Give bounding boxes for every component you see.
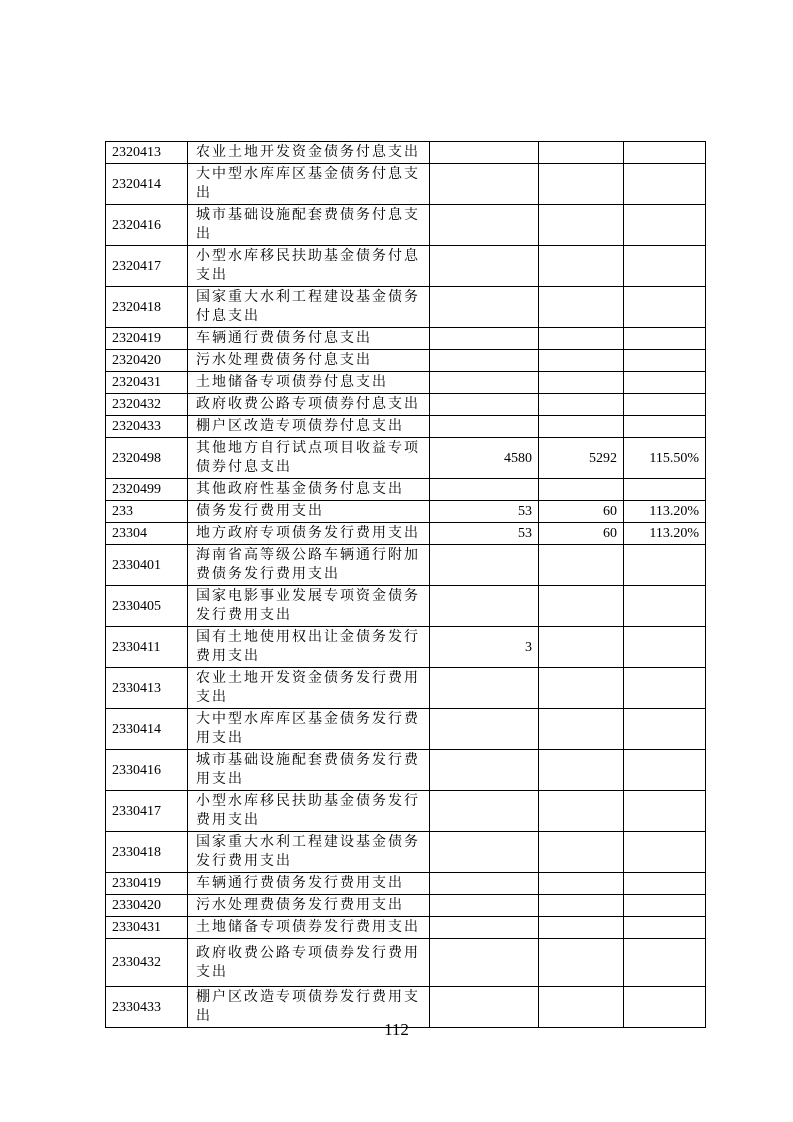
table-row <box>106 416 706 438</box>
row-value-1 <box>430 416 539 438</box>
row-name: 土地储备专项债券付息支出 <box>188 372 430 394</box>
row-value-3 <box>624 479 706 501</box>
row-name: 小型水库移民扶助基金债务付息支出 <box>188 246 430 287</box>
table-row <box>106 350 706 372</box>
table-row <box>106 394 706 416</box>
row-code: 2330418 <box>106 832 188 873</box>
row-code: 2330413 <box>106 668 188 709</box>
row-value-2 <box>539 328 624 350</box>
row-name: 车辆通行费债务发行费用支出 <box>188 873 430 895</box>
row-value-2: 60 <box>539 523 624 545</box>
row-value-2 <box>539 287 624 328</box>
row-value-1 <box>430 832 539 873</box>
row-name: 棚户区改造专项债券发行费用支出 <box>188 987 430 1028</box>
row-name: 政府收费公路专项债券付息支出 <box>188 394 430 416</box>
row-code: 2330416 <box>106 750 188 791</box>
row-name: 海南省高等级公路车辆通行附加费债务发行费用支出 <box>188 545 430 586</box>
table-row <box>106 438 706 479</box>
row-value-2 <box>539 205 624 246</box>
row-value-1 <box>430 205 539 246</box>
table-row <box>106 627 706 668</box>
row-code: 233 <box>106 501 188 523</box>
row-name: 国家重大水利工程建设基金债务付息支出 <box>188 287 430 328</box>
row-code: 2330405 <box>106 586 188 627</box>
row-code: 2320417 <box>106 246 188 287</box>
row-value-2 <box>539 791 624 832</box>
page-number: 112 <box>384 1020 409 1039</box>
row-value-3 <box>624 287 706 328</box>
row-value-3 <box>624 328 706 350</box>
row-name: 棚户区改造专项债券付息支出 <box>188 416 430 438</box>
row-value-2 <box>539 142 624 164</box>
row-value-3 <box>624 586 706 627</box>
row-name: 小型水库移民扶助基金债务发行费用支出 <box>188 791 430 832</box>
row-code: 2320431 <box>106 372 188 394</box>
row-code: 2320413 <box>106 142 188 164</box>
table-row <box>106 205 706 246</box>
row-value-1: 53 <box>430 523 539 545</box>
row-name: 国家电影事业发展专项资金债务发行费用支出 <box>188 586 430 627</box>
row-value-1 <box>430 372 539 394</box>
row-value-2 <box>539 545 624 586</box>
row-name: 农业土地开发资金债务付息支出 <box>188 142 430 164</box>
row-code: 2330420 <box>106 895 188 917</box>
row-value-2 <box>539 372 624 394</box>
row-value-3 <box>624 873 706 895</box>
table-row <box>106 917 706 939</box>
row-value-2 <box>539 416 624 438</box>
table-row <box>106 791 706 832</box>
row-value-2 <box>539 917 624 939</box>
row-code: 2330419 <box>106 873 188 895</box>
row-value-1: 3 <box>430 627 539 668</box>
table-row <box>106 246 706 287</box>
row-name: 债务发行费用支出 <box>188 501 430 523</box>
row-value-1 <box>430 328 539 350</box>
table-row <box>106 164 706 205</box>
row-value-1 <box>430 939 539 987</box>
row-value-1 <box>430 142 539 164</box>
row-value-2 <box>539 895 624 917</box>
row-value-3: 115.50% <box>624 438 706 479</box>
row-value-2 <box>539 479 624 501</box>
row-code: 2330432 <box>106 939 188 987</box>
row-value-2 <box>539 246 624 287</box>
row-code: 2320419 <box>106 328 188 350</box>
table-row <box>106 895 706 917</box>
row-name: 政府收费公路专项债券发行费用支出 <box>188 939 430 987</box>
row-value-1: 53 <box>430 501 539 523</box>
table-row <box>106 523 706 545</box>
row-code: 2330433 <box>106 987 188 1028</box>
row-code: 2330417 <box>106 791 188 832</box>
row-value-3 <box>624 372 706 394</box>
row-value-3 <box>624 917 706 939</box>
row-code: 2330401 <box>106 545 188 586</box>
row-value-3 <box>624 627 706 668</box>
row-value-3 <box>624 750 706 791</box>
row-name: 大中型水库库区基金债务发行费用支出 <box>188 709 430 750</box>
table-row <box>106 545 706 586</box>
row-value-2 <box>539 394 624 416</box>
row-value-1 <box>430 917 539 939</box>
row-value-2: 5292 <box>539 438 624 479</box>
row-value-3 <box>624 164 706 205</box>
row-value-2: 60 <box>539 501 624 523</box>
row-value-3 <box>624 394 706 416</box>
row-code: 2330411 <box>106 627 188 668</box>
row-value-1 <box>430 287 539 328</box>
row-code: 23304 <box>106 523 188 545</box>
row-value-3 <box>624 939 706 987</box>
row-code: 2320414 <box>106 164 188 205</box>
table-row <box>106 479 706 501</box>
table-row <box>106 873 706 895</box>
row-value-1 <box>430 350 539 372</box>
row-value-1 <box>430 164 539 205</box>
row-value-1 <box>430 709 539 750</box>
row-code: 2330414 <box>106 709 188 750</box>
row-value-3 <box>624 350 706 372</box>
row-name: 地方政府专项债务发行费用支出 <box>188 523 430 545</box>
row-code: 2320432 <box>106 394 188 416</box>
table-row <box>106 328 706 350</box>
row-value-3 <box>624 895 706 917</box>
row-name: 污水处理费债务付息支出 <box>188 350 430 372</box>
row-value-3 <box>624 668 706 709</box>
row-value-2 <box>539 586 624 627</box>
row-name: 大中型水库库区基金债务付息支出 <box>188 164 430 205</box>
table-row <box>106 750 706 791</box>
row-name: 国家重大水利工程建设基金债务发行费用支出 <box>188 832 430 873</box>
row-value-1 <box>430 895 539 917</box>
row-value-1 <box>430 668 539 709</box>
row-name: 土地储备专项债券发行费用支出 <box>188 917 430 939</box>
table-row <box>106 287 706 328</box>
row-value-2 <box>539 832 624 873</box>
row-code: 2320499 <box>106 479 188 501</box>
row-value-3 <box>624 709 706 750</box>
row-value-3 <box>624 545 706 586</box>
row-value-1 <box>430 873 539 895</box>
row-value-2 <box>539 350 624 372</box>
table-row <box>106 832 706 873</box>
row-value-1 <box>430 750 539 791</box>
row-name: 其他地方自行试点项目收益专项债券付息支出 <box>188 438 430 479</box>
row-code: 2320433 <box>106 416 188 438</box>
row-name: 城市基础设施配套费债务发行费用支出 <box>188 750 430 791</box>
row-code: 2320498 <box>106 438 188 479</box>
row-value-3 <box>624 142 706 164</box>
table-row <box>106 586 706 627</box>
table-body <box>106 142 706 1028</box>
table-row <box>106 668 706 709</box>
row-name: 其他政府性基金债务付息支出 <box>188 479 430 501</box>
row-name: 国有土地使用权出让金债务发行费用支出 <box>188 627 430 668</box>
row-value-3: 113.20% <box>624 523 706 545</box>
row-value-3 <box>624 832 706 873</box>
row-code: 2320418 <box>106 287 188 328</box>
row-name: 农业土地开发资金债务发行费用支出 <box>188 668 430 709</box>
row-value-1: 4580 <box>430 438 539 479</box>
row-value-3 <box>624 246 706 287</box>
row-value-2 <box>539 164 624 205</box>
row-value-3: 113.20% <box>624 501 706 523</box>
row-value-2 <box>539 873 624 895</box>
row-value-1 <box>430 545 539 586</box>
row-value-2 <box>539 627 624 668</box>
row-value-1 <box>430 246 539 287</box>
row-code: 2320416 <box>106 205 188 246</box>
row-code: 2320420 <box>106 350 188 372</box>
row-value-1 <box>430 394 539 416</box>
row-name: 车辆通行费债务付息支出 <box>188 328 430 350</box>
table-row <box>106 142 706 164</box>
row-name: 污水处理费债务发行费用支出 <box>188 895 430 917</box>
row-value-2 <box>539 709 624 750</box>
row-value-3 <box>624 205 706 246</box>
row-value-1 <box>430 479 539 501</box>
row-value-1 <box>430 586 539 627</box>
table-row <box>106 939 706 987</box>
budget-table <box>105 141 706 1028</box>
row-value-1 <box>430 791 539 832</box>
table-row <box>106 501 706 523</box>
row-name: 城市基础设施配套费债务付息支出 <box>188 205 430 246</box>
row-value-2 <box>539 750 624 791</box>
table-row <box>106 709 706 750</box>
table-row <box>106 372 706 394</box>
row-code: 2330431 <box>106 917 188 939</box>
row-value-2 <box>539 939 624 987</box>
row-value-3 <box>624 416 706 438</box>
row-value-3 <box>624 791 706 832</box>
row-value-2 <box>539 668 624 709</box>
